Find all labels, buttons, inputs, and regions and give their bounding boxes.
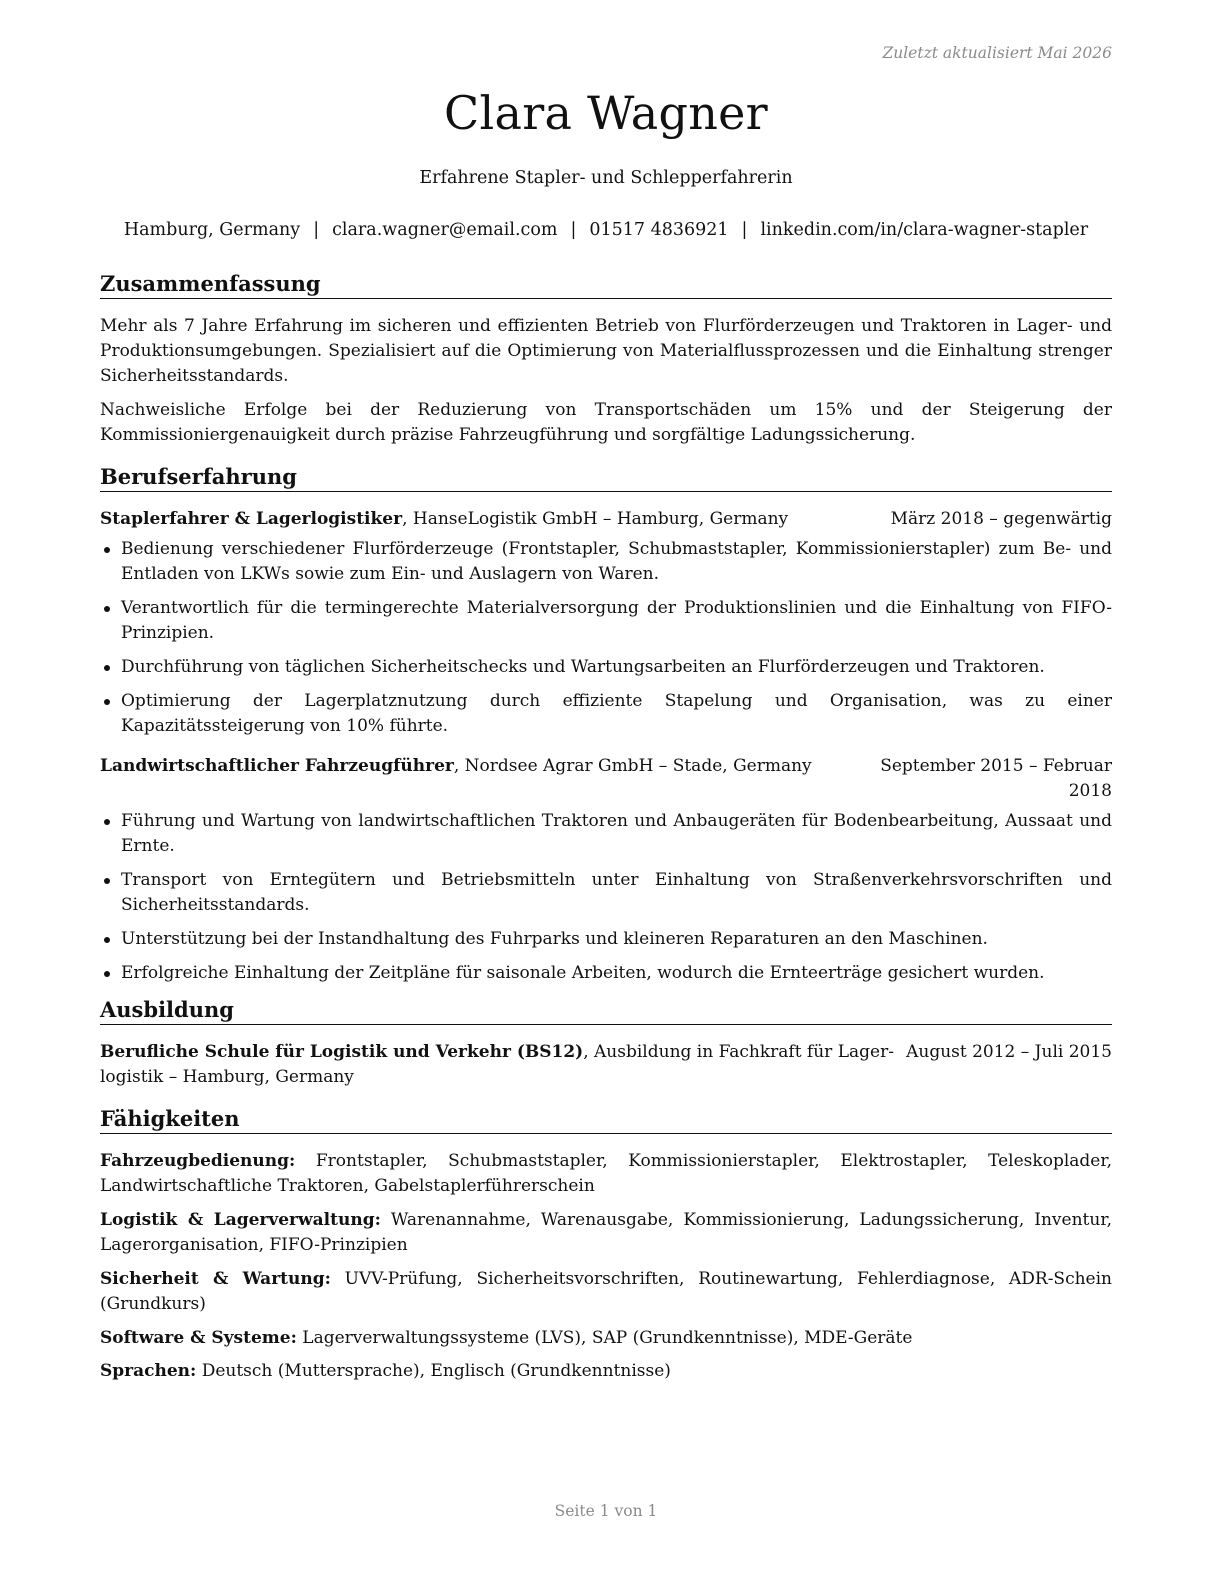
- skill-label: Sicherheit & Wartung:: [100, 1269, 331, 1289]
- skill-text: Lagerverwaltungssysteme (LVS), SAP (Grundkenntnisse), MDE-Geräte: [296, 1328, 913, 1348]
- contact-phone[interactable]: 01517 4836921: [589, 220, 729, 240]
- skill-row: [100, 1359, 1112, 1384]
- skill-row: [100, 1149, 1112, 1199]
- section-heading-skills: Fähigkeiten: [100, 1106, 1112, 1134]
- skill-label: Logistik & Lagerverwaltung:: [100, 1210, 381, 1230]
- list-item: Erfolgreiche Einhaltung der Zeitpläne für saisonale Arbeiten, wodurch die Ernteerträge gesichert wurden.: [100, 961, 1112, 986]
- job-role: Landwirtschaftlicher Fahrzeugführer: [100, 756, 454, 776]
- job-role: Staplerfahrer & Lagerlogistiker: [100, 509, 403, 529]
- contact-email[interactable]: clara.wagner@email.com: [332, 220, 558, 240]
- list-item: Verantwortlich für die termingerechte Materialversorgung der Produktionslinien und die Einhaltung von FIFO-Prinzipien.: [100, 596, 1112, 646]
- education-dates: August 2012 – Juli 2015: [906, 1042, 1112, 1062]
- contact-line: [0, 220, 1212, 240]
- education-school: Berufliche Schule für Logistik und Verkehr (BS12): [100, 1042, 584, 1062]
- skill-row: [100, 1267, 1112, 1317]
- list-item: Durchführung von täglichen Sicherheitschecks und Wartungsarbeiten an Flurförderzeugen und Traktoren.: [100, 655, 1112, 680]
- job-dates-start: September 2015 – Februar: [880, 756, 1112, 776]
- contact-separator: |: [570, 220, 577, 240]
- skill-text: Warenannahme, Warenausgabe, Kommissionierung, Ladungssicherung, Inventur, Lagerorganisation, FIFO-Prinzipien: [100, 1210, 1112, 1255]
- skill-text: Deutsch (Muttersprache), Englisch (Grundkenntnisse): [196, 1361, 671, 1381]
- contact-location: Hamburg, Germany: [123, 220, 301, 240]
- list-item: Optimierung der Lagerplatznutzung durch effiziente Stapelung und Organisation, was zu einer Kapazitätssteigerung von 10% führte.: [100, 689, 1112, 739]
- job-title-line: [100, 507, 788, 532]
- job-company: , HanseLogistik GmbH – Hamburg, Germany: [402, 509, 789, 529]
- skill-label: Fahrzeugbedienung:: [100, 1151, 296, 1171]
- education-entry: [100, 1040, 1112, 1090]
- education-program: , Ausbildung in Fachkraft für Lager-: [583, 1042, 894, 1062]
- summary-paragraph: Nachweisliche Erfolge bei der Reduzierung von Transportschäden um 15% und der Steigerung der Kommissioniergenauigkeit durch präzise Fahrzeugführung und sorgfältige Ladungssicherung.: [100, 400, 1112, 445]
- section-heading-experience: Berufserfahrung: [100, 464, 1112, 492]
- contact-separator: |: [313, 220, 320, 240]
- education-detail: [100, 1040, 894, 1090]
- list-item: Transport von Erntegütern und Betriebsmitteln unter Einhaltung von Straßenverkehrsvorschriften und Sicherheitsstandards.: [100, 868, 1112, 918]
- section-heading-education: Ausbildung: [100, 997, 1112, 1025]
- job-title-line: [100, 754, 812, 779]
- page-number: Seite 1 von 1: [554, 1502, 658, 1520]
- section-heading-summary: Zusammenfassung: [100, 271, 1112, 299]
- job-bullet-list: [100, 809, 1112, 995]
- last-updated-note: Zuletzt aktualisiert Mai 2026: [882, 44, 1112, 62]
- skill-label: Software & Systeme:: [100, 1328, 297, 1348]
- job-header: [100, 507, 1112, 532]
- job-dates: [880, 754, 1112, 804]
- list-item: Unterstützung bei der Instandhaltung des Fuhrparks und kleineren Reparaturen an den Maschinen.: [100, 927, 1112, 952]
- job-dates-end: 2018: [1068, 781, 1112, 801]
- job-company: , Nordsee Agrar GmbH – Stade, Germany: [453, 756, 812, 776]
- candidate-tagline: Erfahrene Stapler- und Schlepperfahrerin: [419, 168, 793, 188]
- skill-label: Sprachen:: [100, 1361, 197, 1381]
- skill-text: UVV-Prüfung, Sicherheitsvorschriften, Routinewartung, Fehlerdiagnose, ADR-Schein (Grundkurs): [100, 1269, 1112, 1314]
- skill-row: [100, 1326, 1112, 1351]
- skill-row: [100, 1208, 1112, 1258]
- contact-linkedin[interactable]: linkedin.com/in/clara-wagner-stapler: [760, 220, 1089, 240]
- list-item: Bedienung verschiedener Flurförderzeuge (Frontstapler, Schubmaststapler, Kommissionierstapler) zum Be- und Entladen von LKWs sowie zum Ein- und Auslagern von Waren.: [100, 537, 1112, 587]
- candidate-name: Clara Wagner: [444, 86, 768, 140]
- list-item: Führung und Wartung von landwirtschaftlichen Traktoren und Anbaugeräten für Bodenbearbeitung, Aussaat und Ernte.: [100, 809, 1112, 859]
- summary-paragraph: Mehr als 7 Jahre Erfahrung im sicheren und effizienten Betrieb von Flurförderzeugen und Traktoren in Lager- und Produktionsumgebungen. Spezialisiert auf die Optimierung von Materialflussprozessen und die Einhaltung strenger Sicherheitsstandards.: [100, 316, 1112, 386]
- education-location: logistik – Hamburg, Germany: [100, 1067, 354, 1087]
- job-bullet-list: [100, 537, 1112, 748]
- job-dates: März 2018 – gegenwärtig: [890, 509, 1112, 529]
- skill-text: Frontstapler, Schubmaststapler, Kommissionierstapler, Elektrostapler, Teleskoplader, Landwirtschaftliche Traktoren, Gabelstaplerführerschein: [100, 1151, 1112, 1196]
- contact-separator: |: [741, 220, 748, 240]
- job-header: [100, 754, 1112, 804]
